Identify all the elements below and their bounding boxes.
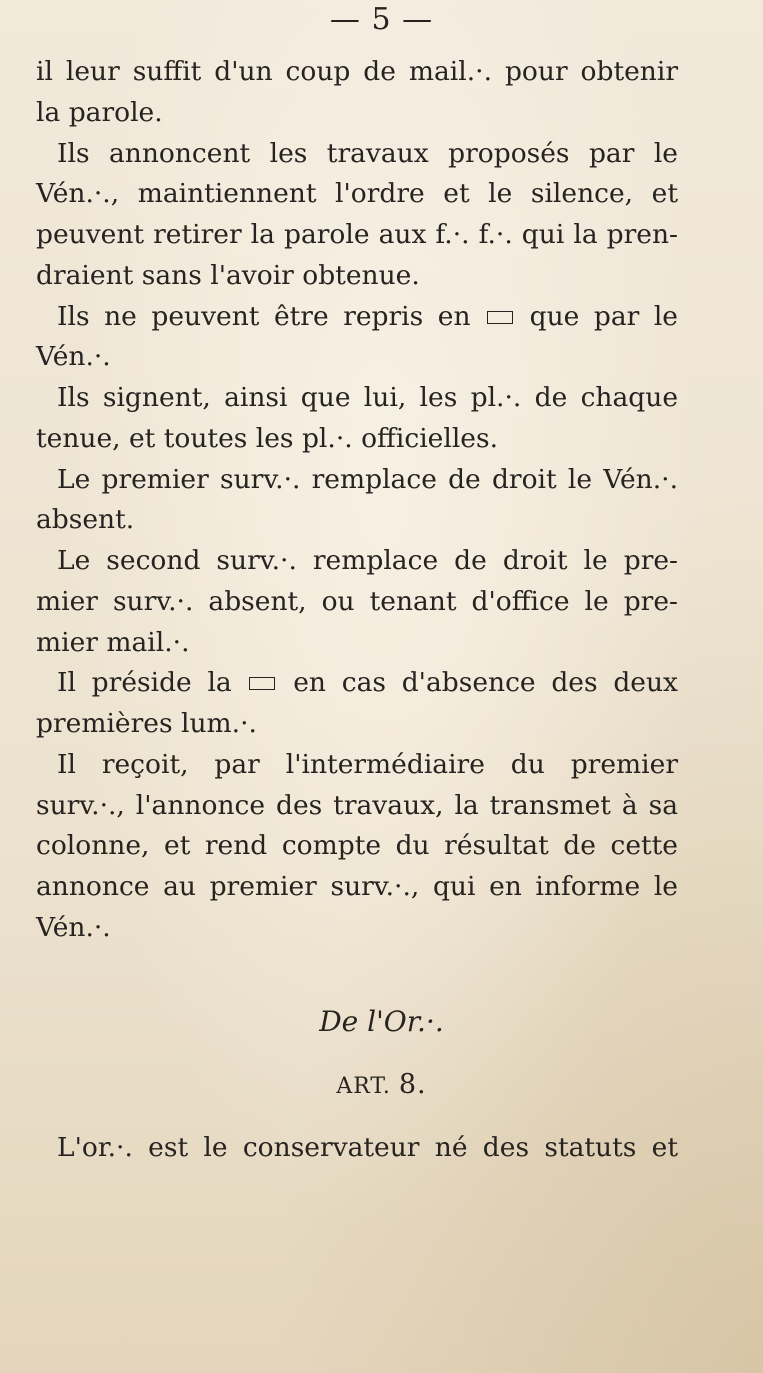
page-number: — 5 — [329, 2, 434, 37]
article-heading [0, 1067, 763, 1105]
text-line: mier mail.·. [36, 626, 190, 658]
text-line: peuvent retirer la parole aux f.·. f.·. qui la pren- [36, 219, 678, 250]
text-line: la parole. [36, 96, 163, 128]
article-number: 8. [398, 1069, 427, 1100]
text-line: absent. [36, 504, 135, 536]
text-line: surv.·., l'annonce des travaux, la transmet à sa [36, 789, 678, 821]
closing-text [36, 1128, 678, 1169]
text-line: Ils annoncent les travaux proposés par le [57, 137, 678, 169]
text-line: draient sans l'avoir obtenue. [36, 259, 420, 291]
text-line: Ils signent, ainsi que lui, les pl.·. de chaque [57, 382, 678, 413]
main-text [36, 52, 678, 949]
text-line: tenue, et toutes les pl.·. officielles. [36, 422, 499, 454]
text-line: mier surv.·. absent, ou tenant d'office le pre- [36, 585, 678, 617]
article-label: ART. [336, 1074, 391, 1099]
text-line: Vén.·. [36, 341, 111, 373]
text-line: Vén.·., maintiennent l'ordre et le silence, et [36, 178, 678, 210]
text-line: Le second surv.·. remplace de droit le pre- [57, 545, 678, 576]
text-fragment: Ils ne peuvent être repris en [57, 300, 471, 332]
text-fragment: que par le [529, 300, 678, 332]
text-line: Vén.·. [36, 911, 111, 943]
text-line: premières lum.·. [36, 708, 257, 739]
text-line: Il reçoit, par l'intermédiaire du premier [57, 748, 678, 780]
subsection-title: De l'Or.·. [319, 1005, 444, 1038]
text-fragment: Il préside la [57, 667, 232, 699]
text-fragment: en cas d'absence des deux [293, 667, 678, 699]
text-line [36, 297, 678, 338]
lodge-symbol-icon [487, 311, 513, 324]
lodge-symbol-icon [249, 677, 275, 690]
text-line: L'or.·. est le conservateur né des statuts et [57, 1132, 678, 1163]
text-line [36, 663, 678, 704]
text-line: annonce au premier surv.·., qui en informe le [36, 871, 678, 902]
text-line: il leur suffit d'un coup de mail.·. pour obtenir [36, 56, 678, 87]
text-line: colonne, et rend compte du résultat de cette [36, 830, 678, 862]
text-line: Le premier surv.·. remplace de droit le Vén.·. [57, 463, 678, 495]
